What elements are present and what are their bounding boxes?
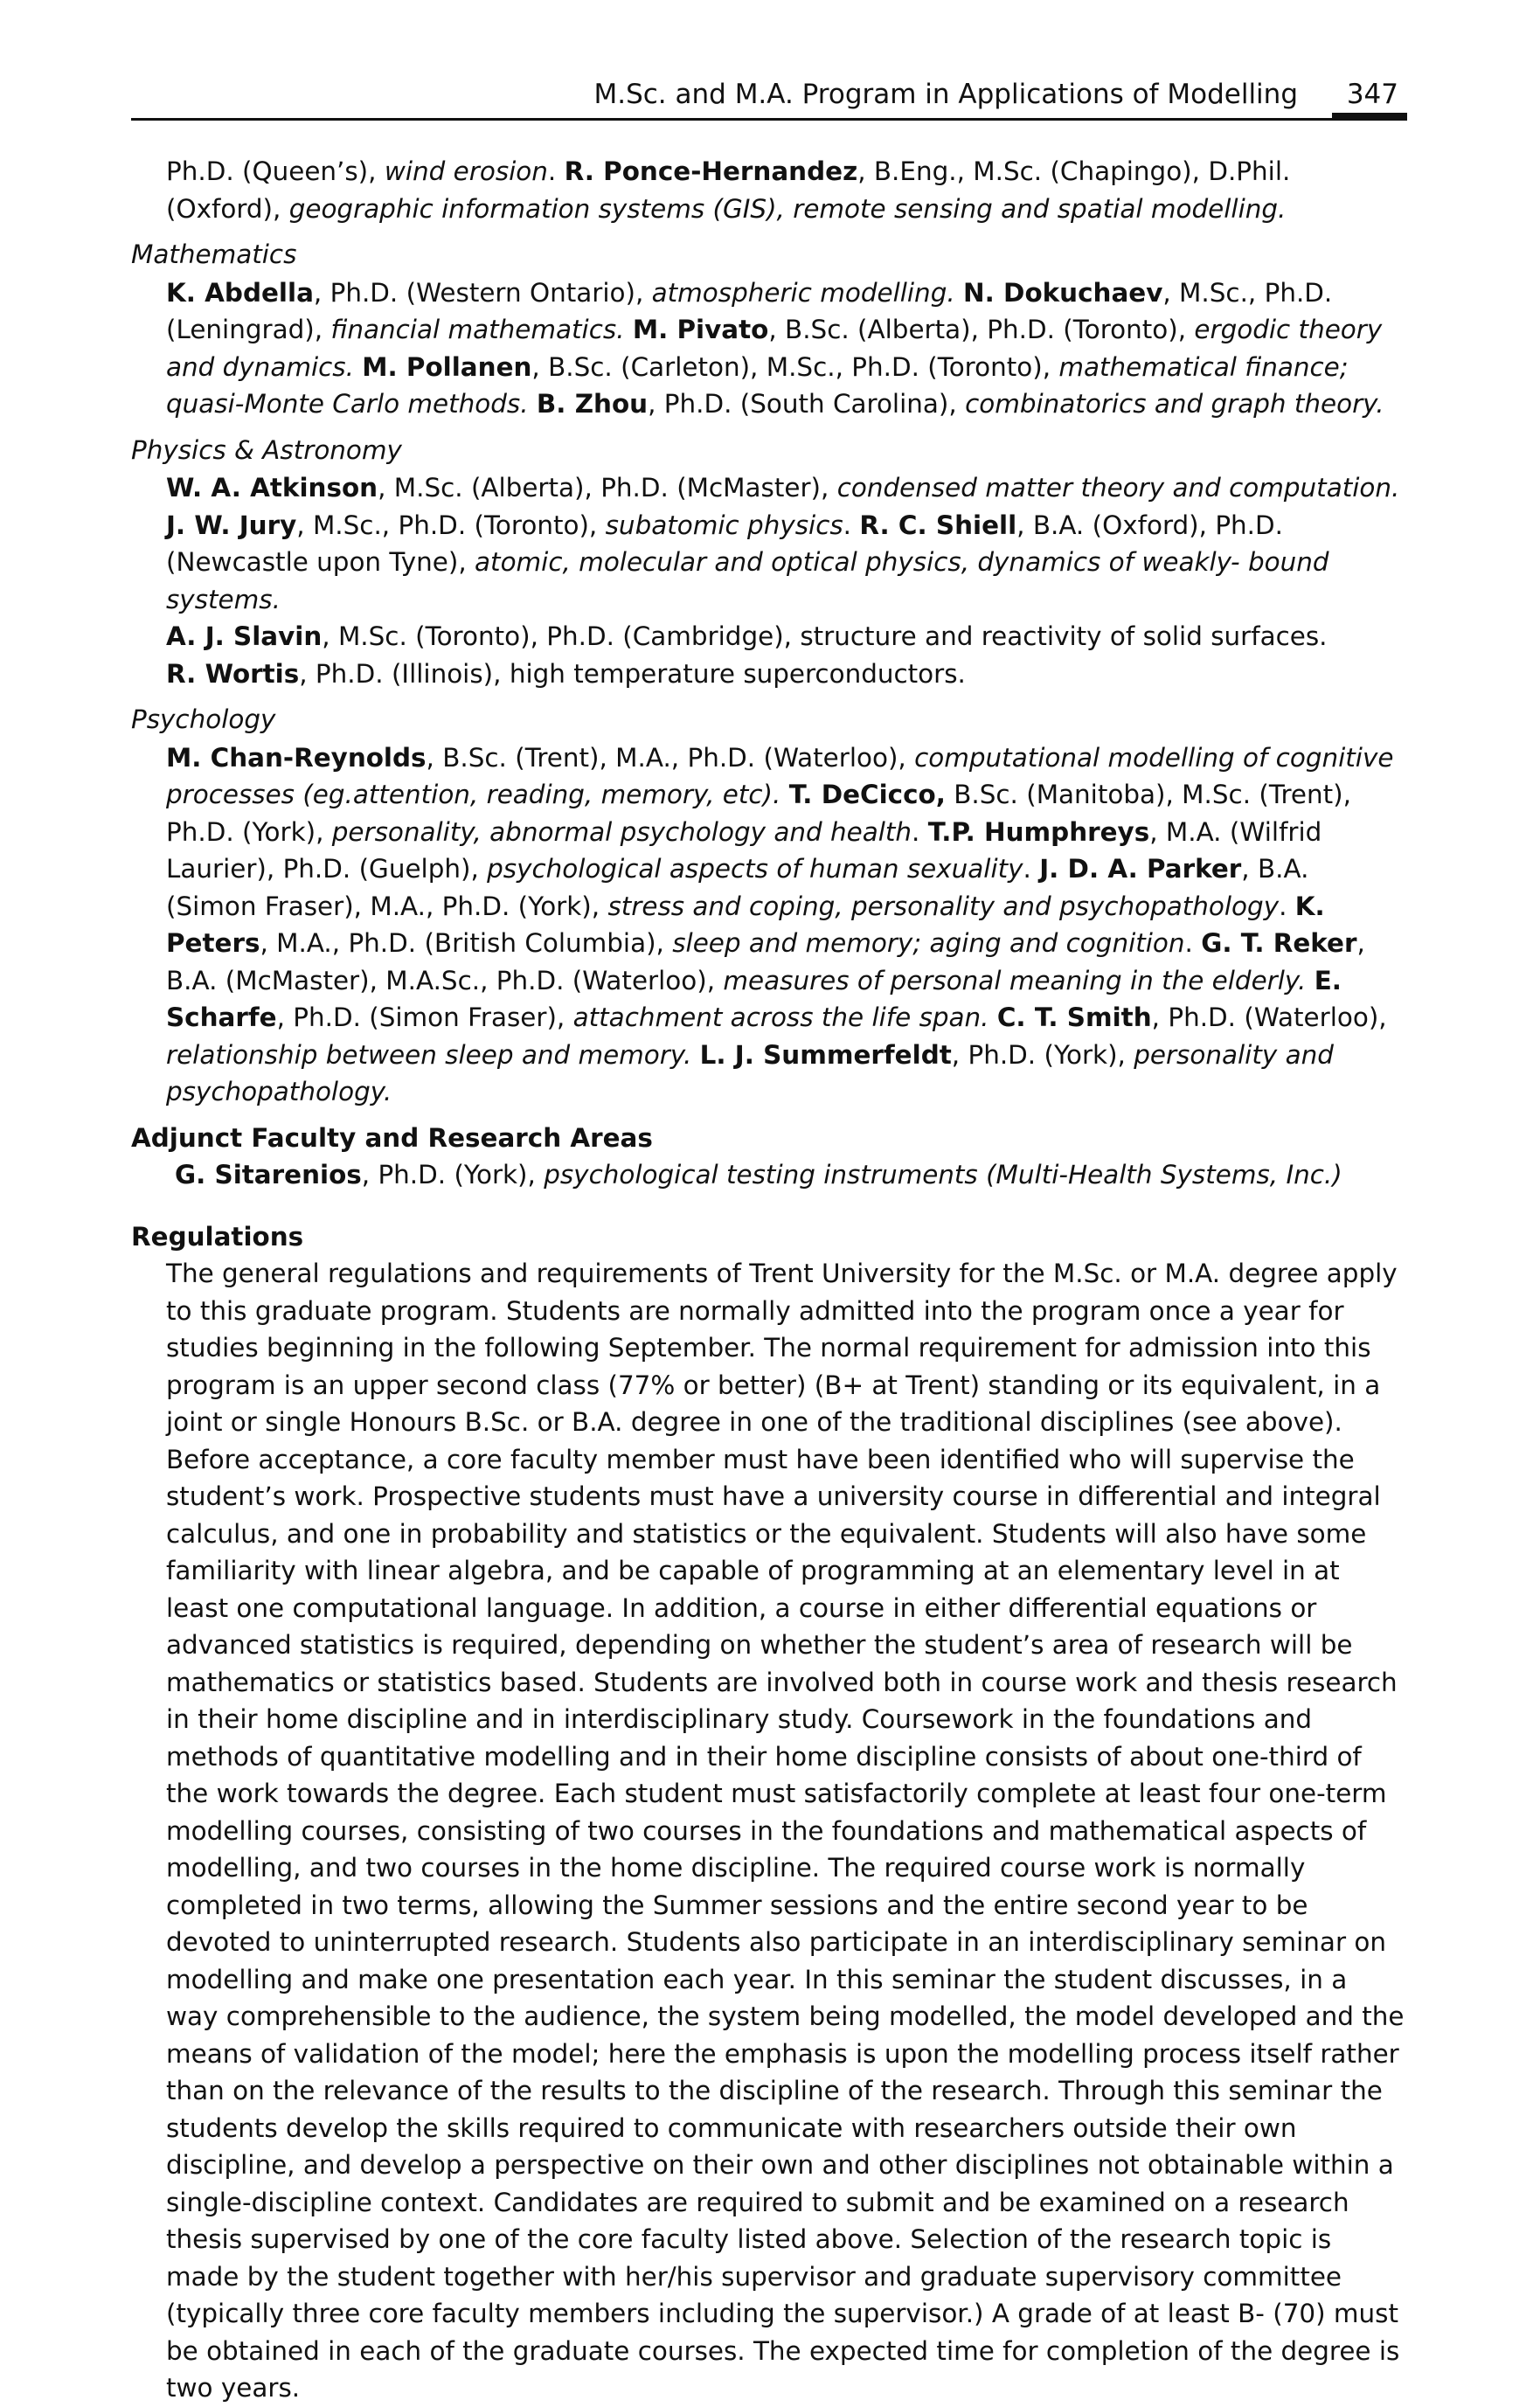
faculty-name: C. T. Smith [996,1002,1152,1032]
text-run: B.Sc. (Manitoba), M.Sc. (Trent), Ph.D. (York), [166,780,1351,847]
text-run: . [547,156,565,186]
text-run: , B.Sc. (Alberta), Ph.D. (Toronto), [768,315,1195,344]
text-run: , B.A. (Oxford), Ph.D. (Newcastle upon Tyne), [166,510,1283,577]
text-run: , M.Sc. (Alberta), Ph.D. (McMaster), [378,473,837,503]
research-area: psychological aspects of human sexuality [487,854,1023,884]
faculty-name: A. J. Slavin [166,621,323,651]
faculty-name: G. Sitarenios [175,1160,362,1190]
faculty-name: B. Zhou [536,389,649,419]
physics-faculty-2 [131,507,1407,619]
research-area: personality, abnormal psychology and health [331,816,912,847]
text-run [989,1002,997,1032]
text-run: , M.Sc., Ph.D. (Toronto), [296,510,606,540]
text-run: Ph.D. (Queen’s), [166,156,385,186]
physics-faculty-4 [131,656,1407,693]
text-run [625,315,633,344]
section-heading-physics: Physics & Astronomy [131,434,402,465]
text-run: , Ph.D. (Western Ontario), [313,277,652,308]
faculty-name: M. Pivato [632,315,769,344]
regulations-body: The general regulations and requirements of Trent University for the M.Sc. or M.A. degree apply to this graduate program. Students are normally admitted into the program once a year for studies beginning in the following September. The normal requirement for admission into this program is an upper second class (77% or better) (B+ at Trent) standing or its equivalent, in a joint or single Honours B.Sc. or B.A. degree in one of the traditional disciplines (see above). Before acceptance, a core faculty member must have been identified who will supervise the student’s work. Prospective students must have a university course in differential and integral calculus, and one in probability and statistics or the equivalent. Students will also have some familiarity with linear algebra, and be capable of programming at an elementary level in at least one computational language. In addition, a course in either differential equations or advanced statistics is required, depending on whether the student’s area of research will be mathematics or statistics based. Students are involved both in course work and thesis research in their home discipline and in interdisciplinary study. Coursework in the foundations and methods of quantitative modelling and in their home discipline consists of about one-third of the work towards the degree. Each student must satisfactorily complete at least four one-term modelling courses, consisting of two courses in the foundations and mathematical aspects of modelling, and two courses in the home discipline. The required course work is normally completed in two terms, allowing the Summer sessions and the entire second year to be devoted to uninterrupted research. Students also participate in an interdisciplinary seminar on modelling and make one presentation each year. In this seminar the student discusses, in a way comprehensible to the audience, the system being modelled, the model developed and the means of validation of the model; here the emphasis is upon the modelling process itself rather than on the relevance of the results to the discipline of the research. Through this seminar the students develop the skills required to communicate with researchers outside their own discipline, and develop a perspective on their own and other disciplines not obtainable within a single-discipline context. Candidates are required to submit and be examined on a research thesis supervised by one of the core faculty listed above. Selection of the research topic is made by the student together with her/his supervisor and graduate supervisory committee (typically three core faculty members including the supervisor.) A grade of at least B- (70) must be obtained in each of the graduate courses. The expected time for completion of the degree is two years. [166,1259,1405,2403]
section-heading-psychology: Psychology [131,704,276,734]
research-area: psychological testing instruments (Multi-Health Systems, Inc.) [544,1160,1342,1190]
physics-faculty-3 [131,618,1407,656]
text-run: , Ph.D. (South Carolina), [648,389,966,419]
faculty-name: M. Pollanen [362,351,532,382]
faculty-name: J. W. Jury [166,510,297,540]
text-run [1306,966,1314,995]
section-heading-adjunct: Adjunct Faculty and Research Areas [131,1122,653,1153]
text-run: . [843,510,860,540]
text-run: , Ph.D. (Illinois), high temperature superconductors. [299,658,966,689]
page-number: 347 [1346,79,1398,110]
faculty-name: G. T. Reker [1201,928,1357,958]
text-run: , Ph.D. (Waterloo), [1151,1002,1387,1032]
faculty-name: M. Chan-Reynolds [166,742,427,773]
research-area: computational modelling of cognitive processes (eg.attention, reading, memory, etc). [166,742,1394,809]
research-area: wind erosion [384,156,548,186]
physics-faculty-1 [131,469,1407,507]
faculty-name: T.P. Humphreys [927,816,1150,847]
faculty-name: K. Abdella [166,277,314,308]
research-area: ergodic theory and dynamics. [166,315,1383,382]
text-run: , Ph.D. (York), [951,1039,1134,1070]
text-run: , B.Sc. (Carleton), M.Sc., Ph.D. (Toronto), [531,351,1059,382]
text-run: , M.Sc. (Toronto), Ph.D. (Cambridge), structure and reactivity of solid surfaces. [322,621,1328,651]
header-tab-mark [1332,113,1407,121]
text-run: . [1023,854,1040,884]
text-run: . [912,816,928,847]
research-area: geographic information systems (GIS), remote sensing and spatial modelling. [288,193,1287,224]
research-area: financial mathematics. [330,315,625,344]
research-area: attachment across the life span. [572,1002,989,1032]
text-run: , M.Sc., Ph.D. (Leningrad), [166,277,1333,344]
text-run: , M.A., Ph.D. (British Columbia), [260,928,673,958]
text-run [691,1040,699,1070]
text-run: . [1279,891,1295,921]
text-run: , Ph.D. (York), [361,1160,545,1190]
running-header [131,77,1407,121]
header-title: M.Sc. and M.A. Program in Applications of Modelling [593,79,1298,110]
text-run: , B.Sc. (Trent), M.A., Ph.D. (Waterloo), [426,742,915,773]
text-run: . [1184,928,1202,958]
text-run: , B.A. (McMaster), M.A.Sc., Ph.D. (Waterloo), [166,928,1365,995]
research-area: atmospheric modelling. [651,277,955,308]
header-rule [131,118,1407,121]
research-area: sleep and memory; aging and cognition [672,928,1185,958]
mathematics-faculty [131,274,1407,423]
faculty-name: L. J. Summerfeldt [699,1039,952,1070]
intro-paragraph [131,153,1407,227]
research-area: condensed matter theory and computation. [836,473,1400,503]
faculty-name: R. C. Shiell [859,510,1017,540]
text-run [529,389,537,419]
faculty-name: R. Ponce-Hernandez [564,156,858,186]
research-area: measures of personal meaning in the elderly. [723,965,1307,995]
section-heading-regulations: Regulations [131,1221,304,1252]
page-content [131,153,1407,2407]
faculty-name: N. Dokuchaev [963,277,1163,308]
text-run [354,352,362,382]
research-area: mathematical finance; quasi-Monte Carlo methods. [166,351,1349,419]
section-heading-mathematics: Mathematics [131,239,297,269]
research-area: personality and psychopathology. [166,1039,1334,1106]
research-area: stress and coping, personality and psychopathology [607,891,1280,921]
research-area: atomic, molecular and optical physics, dynamics of weakly- bound systems. [166,547,1329,614]
research-area: subatomic physics [605,510,843,540]
adjunct-faculty [131,1156,1407,1194]
text-run: , Ph.D. (Simon Fraser), [276,1002,573,1032]
text-run: , B.A. (Simon Fraser), M.A., Ph.D. (York), [166,854,1309,921]
faculty-name: W. A. Atkinson [166,473,378,503]
faculty-name: K. Peters [166,891,1325,958]
text-run [780,780,788,809]
faculty-name: J. D. A. Parker [1039,854,1242,884]
faculty-name: T. DeCicco, [788,780,946,809]
faculty-name: E. Scharfe [166,965,1342,1032]
research-area: combinatorics and graph theory. [965,389,1384,419]
psychology-faculty [131,739,1407,1111]
text-run: , B.Eng., M.Sc. (Chapingo), D.Phil. (Oxford), [166,156,1291,224]
text-run [955,278,963,308]
faculty-name: R. Wortis [166,658,300,689]
text-run: , M.A. (Wilfrid Laurier), Ph.D. (Guelph), [166,816,1322,884]
research-area: relationship between sleep and memory. [166,1039,692,1070]
